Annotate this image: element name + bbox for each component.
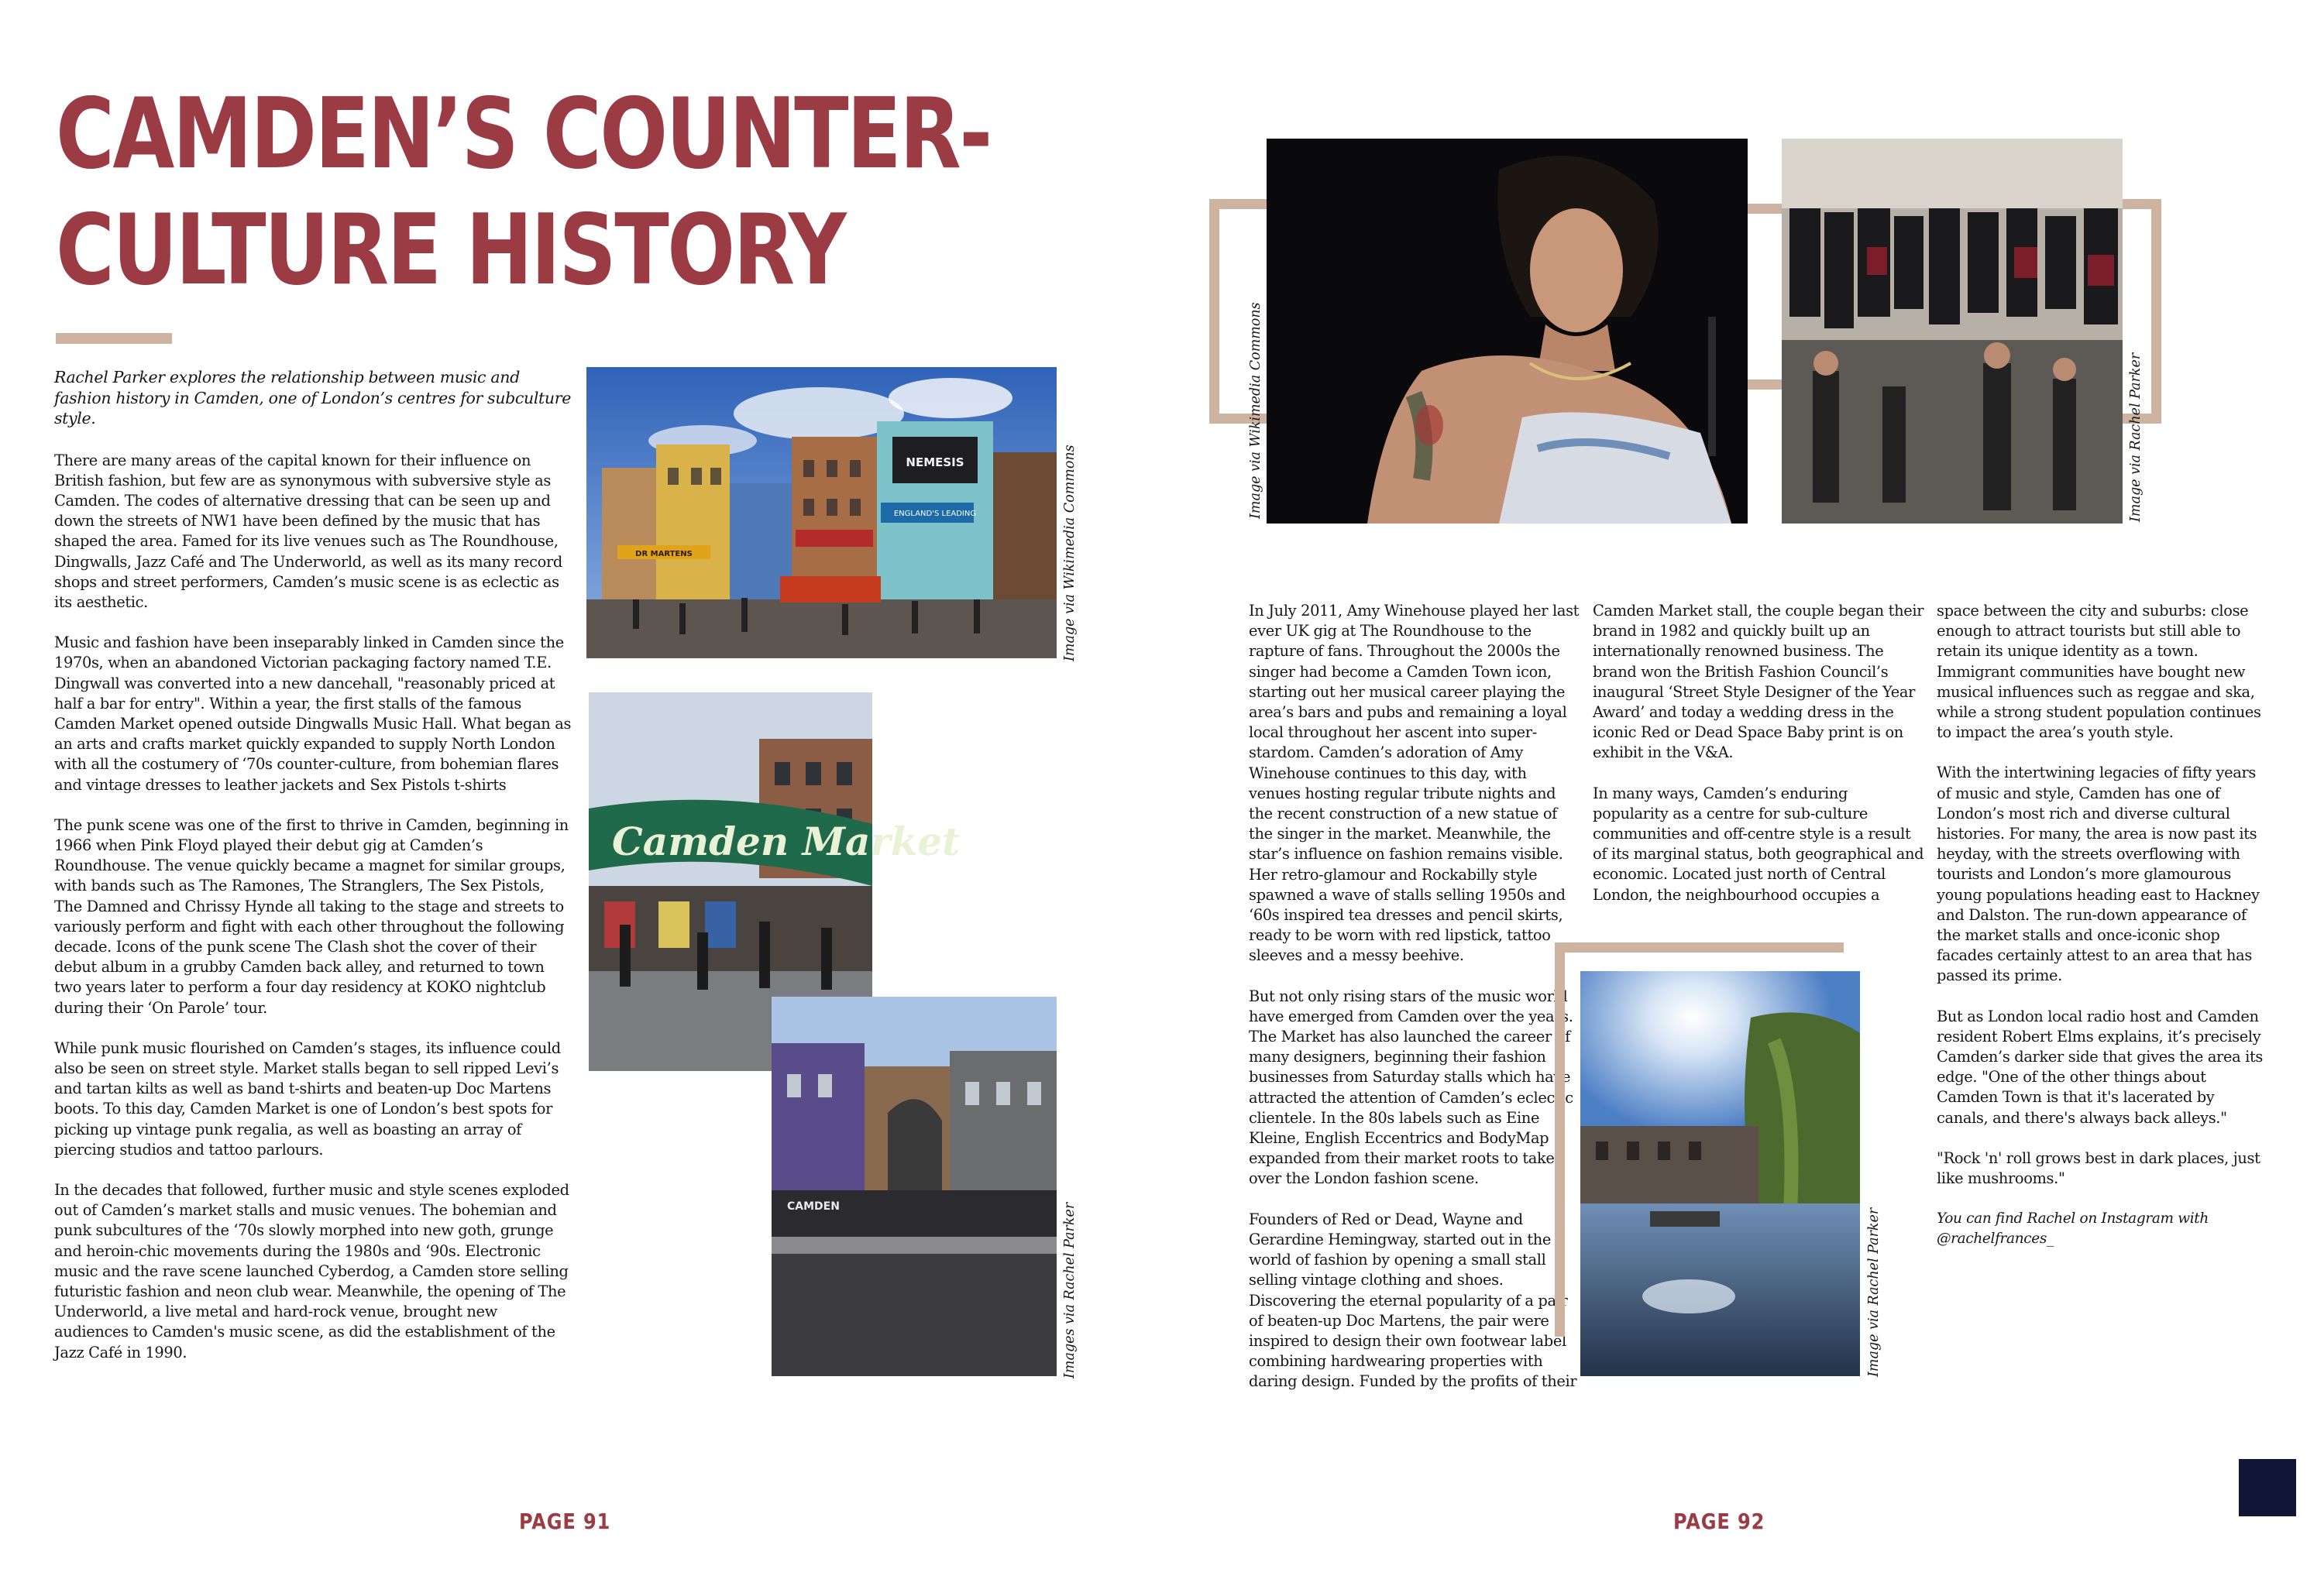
camden-facades-photo bbox=[772, 997, 1057, 1376]
author-signoff: You can find Rachel on Instagram with @rachelfrances_ bbox=[1937, 1210, 2209, 1248]
text-column-3 bbox=[1937, 601, 2268, 1250]
photo-credit: Image via Rachel Parker bbox=[1866, 1207, 1882, 1377]
paragraph: There are many areas of the capital known for their influence on British fashion, but few are as synonymous with subversive style as Camden. The codes of alternative dressing that can be seen up and down the streets of NW1 have been defined by the music that has shaped the area. Famed for its live venues such as The Roundhouse, Dingwalls, Jazz Café and The Underworld, as well as its many record shops and street performers, Camden’s music scene is as eclectic as its aesthetic. bbox=[54, 451, 562, 611]
paragraph: space between the city and suburbs: close enough to attract tourists but still able to retain its unique identity as a town. Immigrant communities have bought new musical influences such as reggae and ska, while a strong student population continues to impact the area’s youth style. bbox=[1937, 602, 2261, 742]
paragraph: But not only rising stars of the music world have emerged from Camden over the years. The Market has also launched the career of many designers, beginning their fashion businesses from Saturday stalls which have attracted the attention of Camden’s eclectic clientele. In the 80s labels such as Eine Kleine, English Eccentrics and BodyMap expanded from their market roots to take over the London fashion scene. bbox=[1249, 987, 1573, 1188]
shop-sign-text: NEMESIS bbox=[906, 455, 964, 469]
paragraph: Founders of Red or Dead, Wayne and Gerardine Hemingway, started out in the world of fashion by opening a small stall selling vintage clothing and shoes. Discovering the eternal popularity of a pair of beaten-up Doc Martens, the pair were inspired to design their own footwear label combining hardwearing properties with daring design. Funded by the profits of their bbox=[1249, 1210, 1577, 1391]
paragraph: The punk scene was one of the first to thrive in Camden, beginning in 1966 when Pink Floyd played their debut gig at Camden’s Roundhouse. The venue quickly became a magnet for similar groups, with bands such as The Ramones, The Stranglers, The Sex Pistols, The Damned and Chrissy Hynde all taking to the stage and streets to variously perform and fight with each other throughout the following decade. Icons of the punk scene The Clash shot the cover of their debut album in a grubby Camden back alley, and returned to town two years later to perform a four day residency at KOKO nightclub during their ‘On Parole’ tour. bbox=[54, 815, 569, 1017]
title-line-1: CAMDEN’S COUNTER- bbox=[56, 77, 991, 191]
page-number: PAGE 91 bbox=[519, 1509, 611, 1534]
paragraph: Music and fashion have been inseparably linked in Camden since the 1970s, when an abandoned Victorian packaging factory named T.E. Dingwall was converted into a new dancehall, "reasonably priced at half a bar for entry". Within a year, the first stalls of the famous Camden Market opened outside Dingwalls Music Hall. What began as an arts and crafts market quickly expanded to supply North London with all the costumery of ‘70s counter-culture, from bohemian flares and vintage dresses to leather jackets and Sex Pistols t-shirts bbox=[54, 633, 572, 794]
paragraph: In many ways, Camden’s enduring popularity as a centre for sub-culture communities and off-centre style is a result of its marginal status, both geographical and economic. Located just north of Central London, the neighbourhood occupies a bbox=[1593, 784, 1924, 904]
photo-credit: Image via Wikimedia Commons bbox=[1248, 302, 1263, 519]
text-column-1 bbox=[1249, 601, 1580, 1392]
paragraph: In the decades that followed, further music and style scenes exploded out of Camden’s market stalls and music venues. The bohemian and punk subcultures of the ‘70s slowly morphed into new goth, grunge and heroin-chic movements during the 1980s and ‘90s. Electronic music and the rave scene launched Cyberdog, a Camden store selling futuristic fashion and neon club wear. Meanwhile, the opening of The Underworld, a live metal and hard-rock venue, brought new audiences to Camden's music scene, as did the establishment of the Jazz Café in 1990. bbox=[54, 1181, 569, 1361]
market-sign-text: Camden Market bbox=[612, 819, 961, 864]
market-stall-photo bbox=[1782, 139, 2123, 524]
amy-winehouse-photo bbox=[1267, 139, 1748, 524]
article-title bbox=[56, 76, 991, 308]
paragraph: "Rock 'n' roll grows best in dark places, just like mushrooms." bbox=[1937, 1148, 2260, 1188]
paragraph: With the intertwining legacies of fifty years of music and style, Camden has one of London’s most rich and diverse cultural histories. For many, the area is now past its heyday, with the streets overflowing with tourists and London’s more glamourous young populations heading east to Hackney and Dalston. The run-down appearance of the market stalls and once-iconic shop facades certainly attest to an area that has passed its prime. bbox=[1937, 764, 2260, 985]
left-text-column bbox=[54, 367, 572, 1363]
paragraph: Camden Market stall, the couple began their brand in 1982 and quickly built up an internationally renowned business. The brand won the British Fashion Council’s inaugural ‘Street Style Designer of the Year Award’ and today a wedding dress in the iconic Red or Dead Space Baby print is on exhibit in the V&A. bbox=[1593, 602, 1924, 762]
page-number: PAGE 92 bbox=[1673, 1509, 1765, 1534]
title-underline-rule bbox=[56, 333, 172, 344]
text-column-2 bbox=[1593, 601, 1924, 905]
paragraph: But as London local radio host and Camden resident Robert Elms explains, it’s precisely Camden’s darker side that gives the area its edge. "One of the other things about Camden Town is that it's lacerated by canals, and there's always back alleys." bbox=[1937, 1007, 2263, 1127]
standfirst: Rachel Parker explores the relationship between music and fashion history in Camden, one of London’s centres for subculture style. bbox=[54, 368, 572, 427]
photo-credit: Image via Wikimedia Commons bbox=[1062, 445, 1078, 661]
corner-square-marker bbox=[2239, 1459, 2296, 1516]
shop-sign-text: ENGLAND'S LEADING bbox=[893, 510, 977, 518]
page-92 bbox=[1162, 0, 2324, 1593]
camden-street-photo bbox=[586, 367, 1057, 658]
shop-sign-text: DR MARTENS bbox=[635, 550, 693, 558]
paragraph: In July 2011, Amy Winehouse played her last ever UK gig at The Roundhouse to the rapture of fans. Throughout the 2000s the singer had become a Camden Town icon, starting out her musical career playing the area’s bars and pubs and remaining a loyal local throughout her ascent into super-stardom. Camden’s adoration of Amy Winehouse continues to this day, with venues hosting regular tribute nights and the recent construction of a new statue of the singer in the market. Meanwhile, the star’s influence on fashion remains visible. Her retro-glamour and Rockabilly style spawned a wave of stalls selling 1950s and ‘60s inspired tea dresses and pencil skirts, ready to be worn with red lipstick, tattoo sleeves and a messy beehive. bbox=[1249, 602, 1580, 965]
street-sign-text: CAMDEN bbox=[787, 1200, 840, 1213]
photo-credit: Image via Rachel Parker bbox=[2128, 352, 2144, 522]
paragraph: While punk music flourished on Camden’s stages, its influence could also be seen on street style. Market stalls began to sell ripped Levi’s and tartan kilts as well as band t-shirts and beaten-up Doc Martens boots. To this day, Camden Market is one of London’s best spots for picking up vintage punk regalia, as well as boasting an array of piercing studios and tattoo parlours. bbox=[54, 1039, 561, 1159]
canal-photo bbox=[1580, 971, 1860, 1376]
title-line-2: CULTURE HISTORY bbox=[56, 193, 845, 307]
photo-credit: Images via Rachel Parker bbox=[1062, 1202, 1078, 1378]
